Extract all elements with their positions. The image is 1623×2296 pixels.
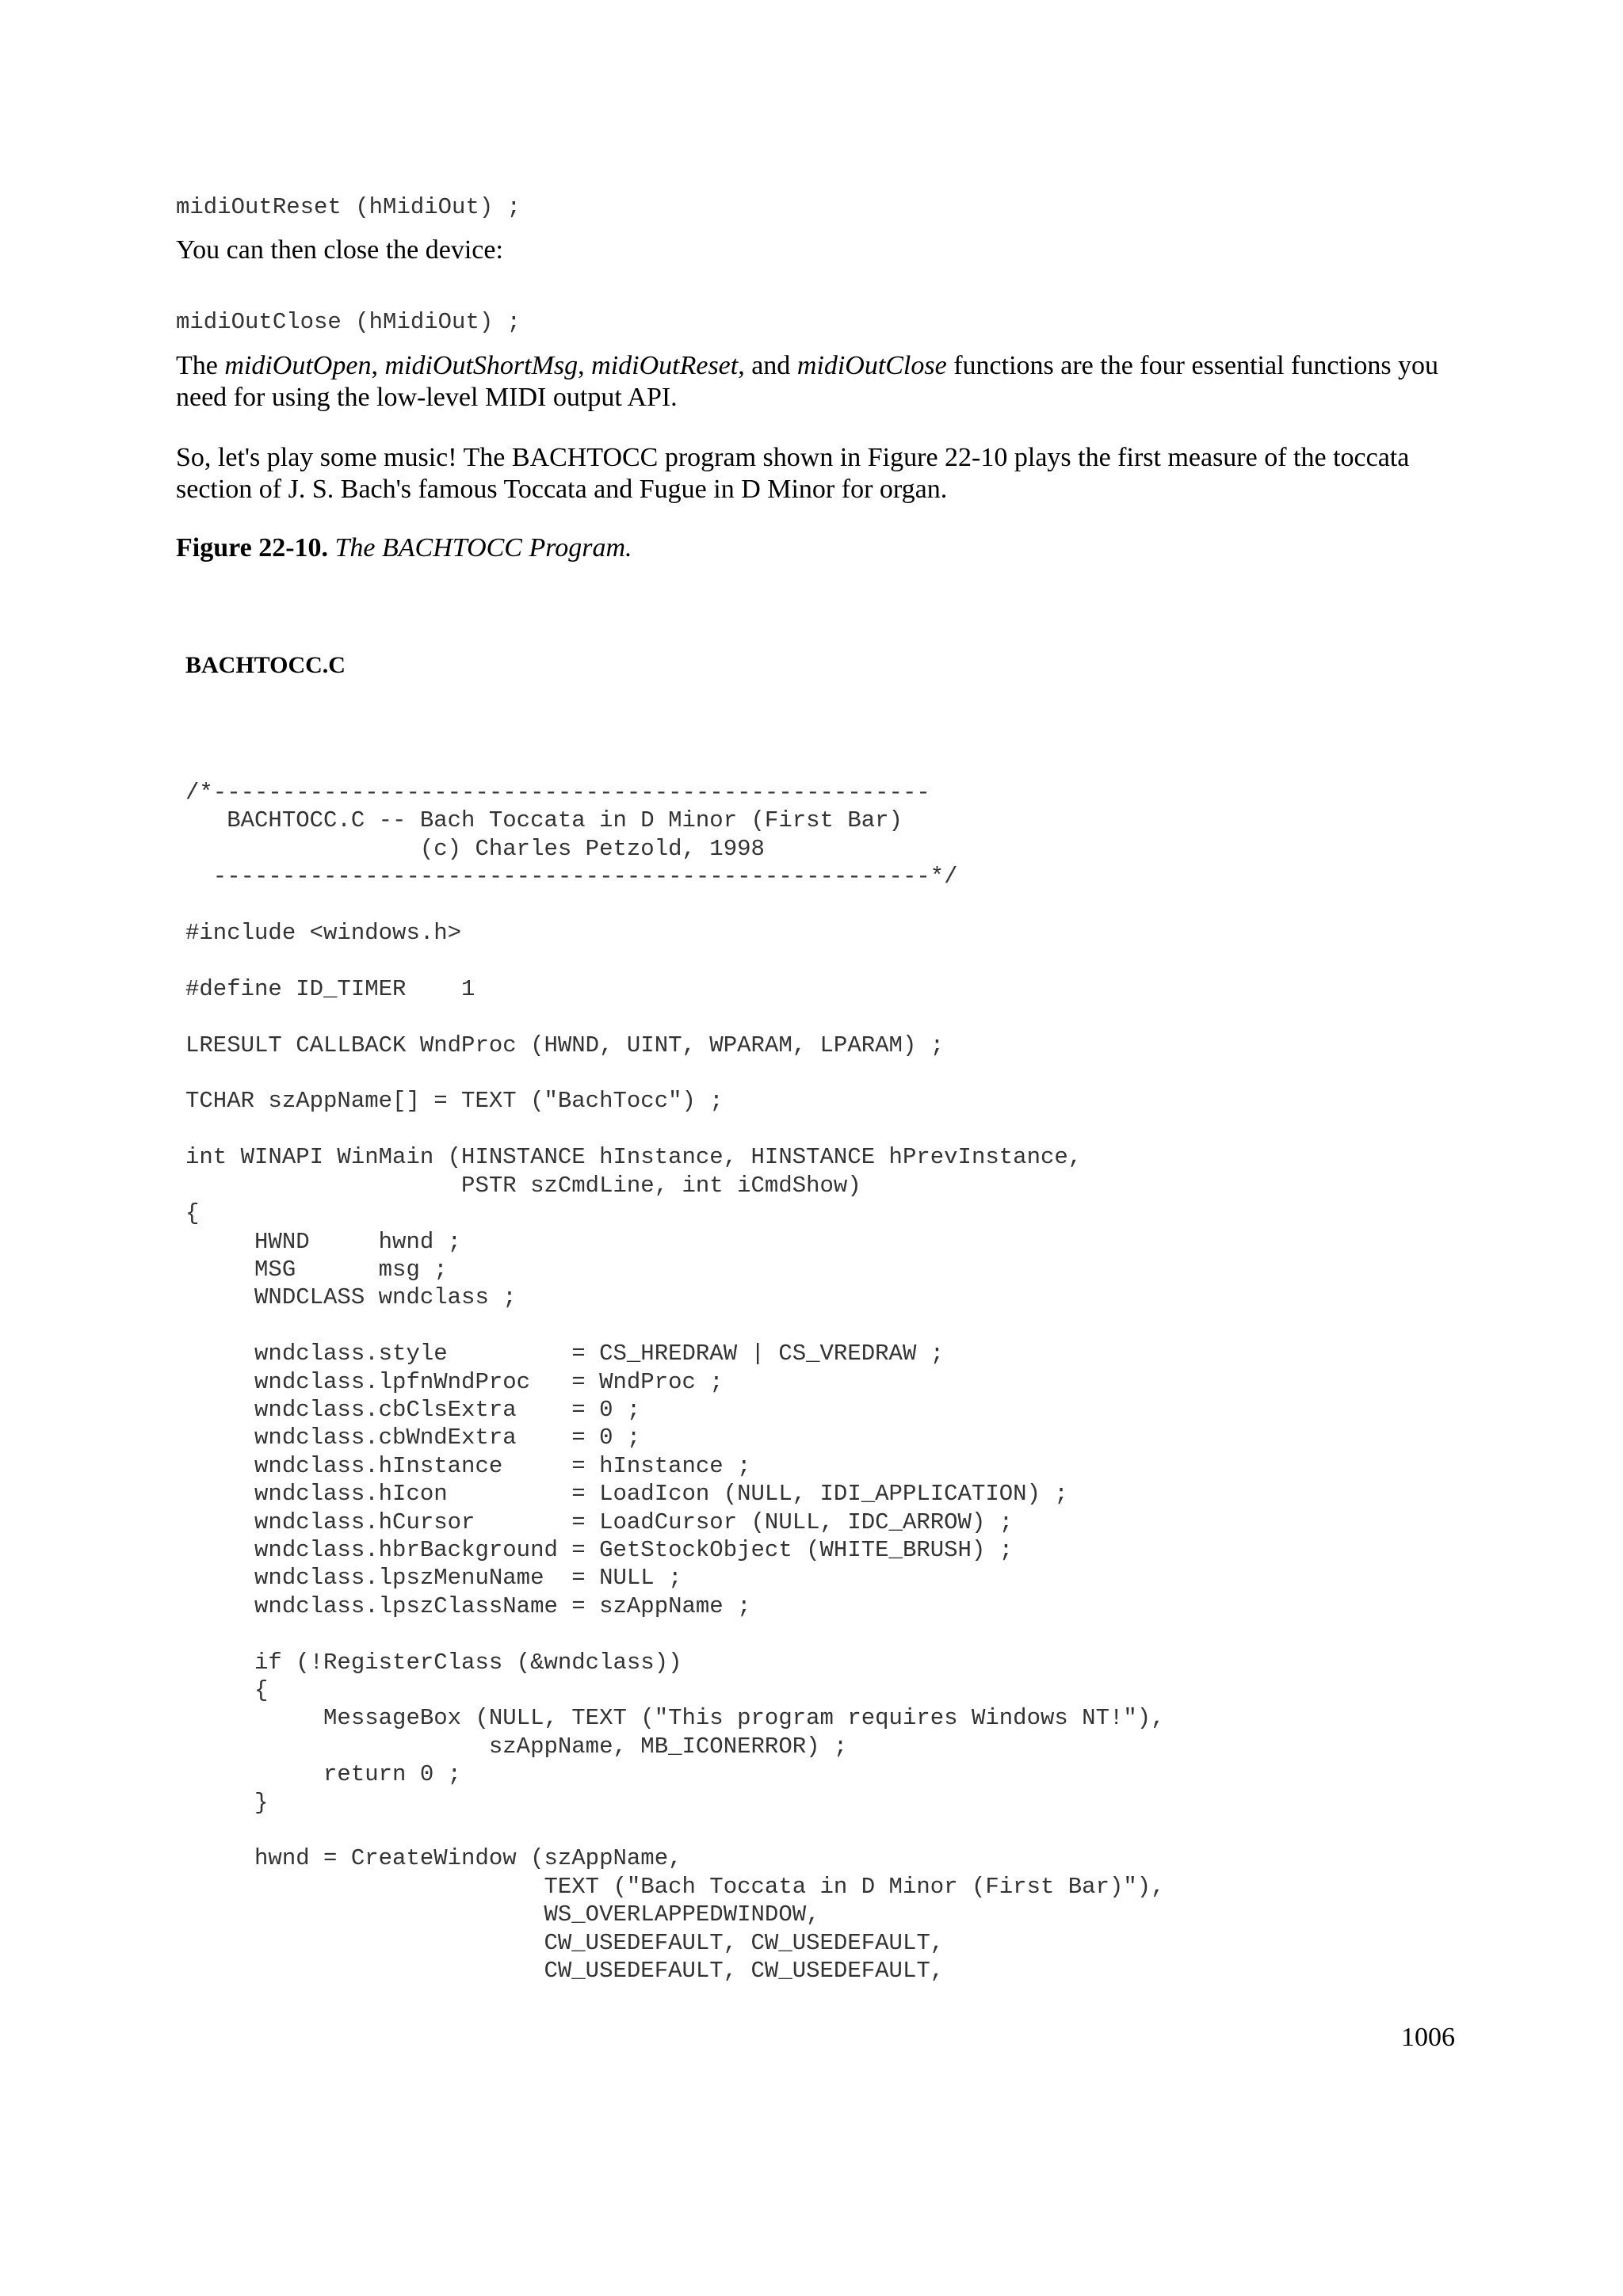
functions-separator: , and	[738, 351, 797, 380]
code-listing: /*---------------------------------------------------- BACHTOCC.C -- Bach Toccata in D Minor (First Bar) (c) Charles Petzold, 1998 ----------------------------------------------------*/ #include <windows.h> #define ID_TIMER 1 LRESULT CALLBACK WndProc (HWND, UINT, WPARAM, LPARAM) ; TCHAR szAppName[] = TEXT ("BachTocc") ; int WINAPI WinMain (HINSTANCE hInstance, HINSTANCE hPrevInstance, PSTR szCmdLine, int iCmdShow) { HWND hwnd ; MSG msg ; WNDCLASS wndclass ; wndclass.style = CS_HREDRAW | CS_VREDRAW ; wndclass.lpfnWndProc = WndProc ; wndclass.cbClsExtra = 0 ; wndclass.cbWndExtra = 0 ; wndclass.hInstance = hInstance ; wndclass.hIcon = LoadIcon (NULL, IDI_APPLICATION) ; wndclass.hCursor = LoadCursor (NULL, IDC_ARROW) ; wndclass.hbrBackground = GetStockObject (WHITE_BRUSH) ; wndclass.lpszMenuName = NULL ; wndclass.lpszClassName = szAppName ; if (!RegisterClass (&wndclass)) { MessageBox (NULL, TEXT ("This program requires Windows NT!"), szAppName, MB_ICONERROR) ; return 0 ; } hwnd = CreateWindow (szAppName, TEXT ("Bach Toccata in D Minor (First Bar)"), WS_OVERLAPPEDWINDOW, CW_USEDEFAULT, CW_USEDEFAULT, CW_USEDEFAULT, CW_USEDEFAULT,	[185, 780, 1165, 1985]
page-number: 1006	[1401, 2023, 1455, 2052]
function-name-midioutreset: midiOutReset	[591, 351, 739, 380]
functions-separator: ,	[371, 351, 385, 380]
figure-caption-label: Figure 22-10.	[176, 533, 329, 563]
function-name-midioutshortmsg: midiOutShortMsg	[384, 351, 579, 380]
functions-suffix: functions are the four essential functions you need for using the low-level MIDI output API.	[176, 351, 1439, 412]
function-name-midioutopen: midiOutOpen	[224, 351, 372, 380]
paragraph-play-music: So, let's play some music! The BACHTOCC program shown in Figure 22-10 plays the first measure of the toccata section of J. S. Bach's famous Toccata and Fugue in D Minor for organ.	[176, 443, 1410, 504]
paragraph-close-device: You can then close the device:	[176, 235, 503, 265]
listing-title: BACHTOCC.C	[185, 652, 346, 678]
function-name-midioutclose: midiOutClose	[796, 351, 947, 380]
figure-caption	[176, 532, 632, 564]
functions-prefix: The	[176, 351, 225, 380]
paragraph-essential-functions	[176, 350, 1476, 414]
code-line-midioutclose: midiOutClose (hMidiOut) ;	[176, 309, 521, 335]
figure-caption-title: The BACHTOCC Program.	[328, 533, 632, 563]
code-line-midioutreset: midiOutReset (hMidiOut) ;	[176, 194, 521, 220]
functions-separator: ,	[578, 351, 592, 380]
